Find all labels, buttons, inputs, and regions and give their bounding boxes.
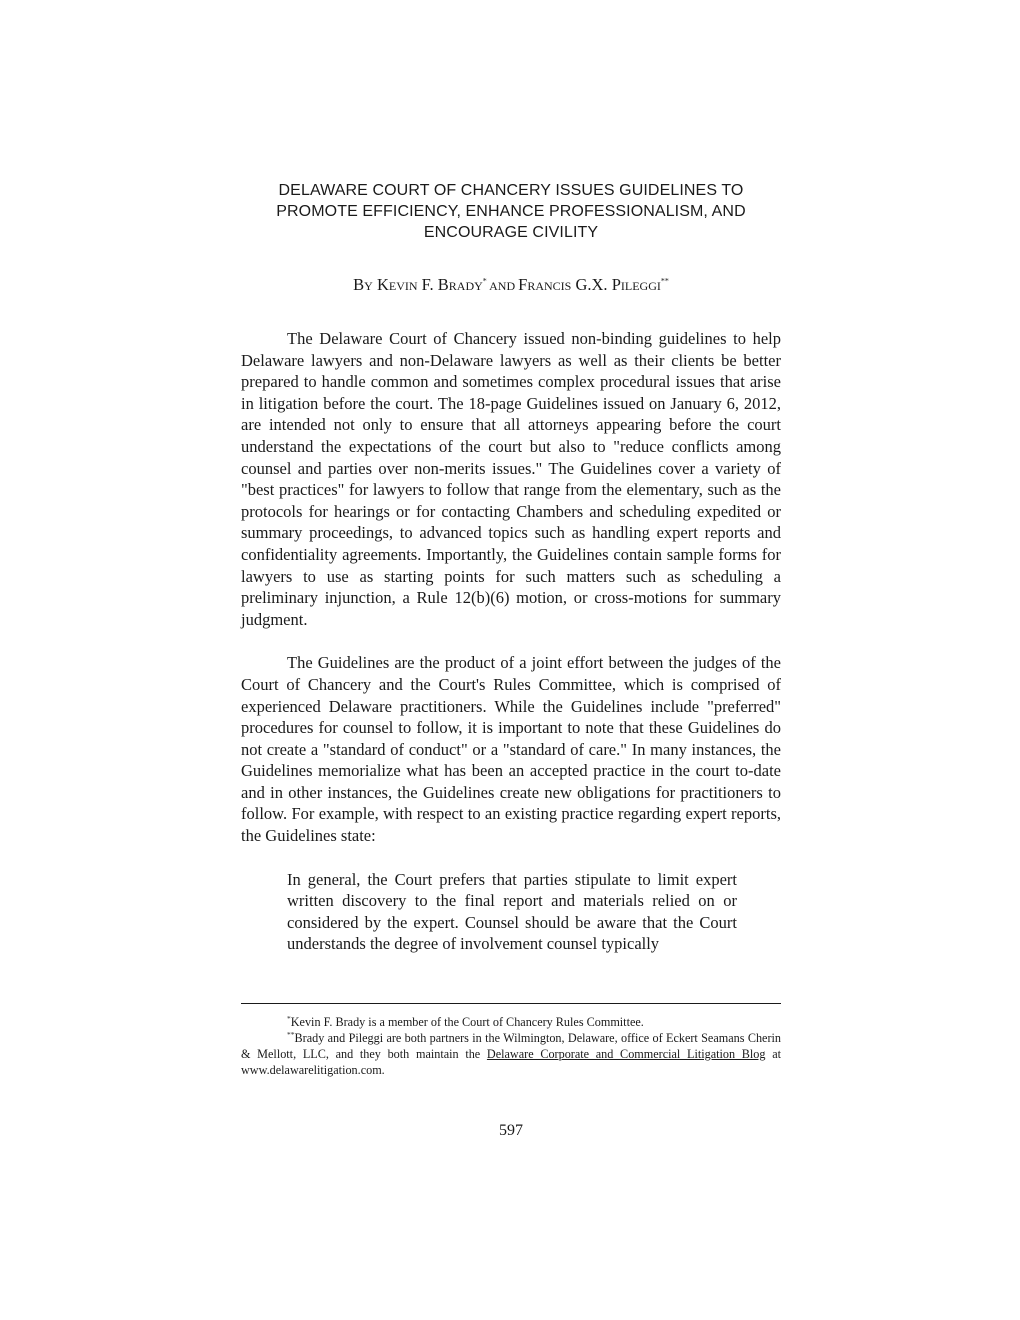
author2-last-initial: P bbox=[611, 275, 621, 294]
author1-last-initial: B bbox=[437, 275, 449, 294]
footnote-2-text: Brady and Pileggi are both partners in the Wilmington, Delaware, office of Eckert Seamans Cherin & Mellott, LLC, and they both maintain the bbox=[241, 1031, 781, 1061]
byline-and: AND bbox=[486, 279, 519, 293]
title-line-3: ENCOURAGE CIVILITY bbox=[423, 224, 599, 241]
author2-footnote-mark: ** bbox=[660, 276, 669, 286]
author1-footnote-mark: * bbox=[482, 276, 487, 286]
footnotes bbox=[241, 1014, 781, 1078]
footnote-1-text: Kevin F. Brady is a member of the Court of Chancery Rules Committee. bbox=[290, 1015, 644, 1029]
footnote-2-text-end: at www.delawarelitigation.com. bbox=[241, 1047, 781, 1077]
byline-by-initial: B bbox=[353, 275, 365, 294]
title-line-1: DELAWARE COURT OF CHANCERY ISSUES GUIDELINES TO bbox=[278, 182, 744, 199]
author1-middle: F. bbox=[417, 275, 438, 294]
blog-link[interactable]: Delaware Corporate and Commercial Litigation Blog bbox=[486, 1047, 766, 1061]
paragraph-2: The Guidelines are the product of a joint effort between the judges of the Court of Chancery and the Court's Rules Committee, which is comprised of experienced Delaware practitioners. While the Guidelines include "preferred" procedures for counsel to follow, it is important to note that these Guidelines do not create a "standard of conduct" or a "standard of care." In many instances, the Guidelines memorialize what has been an accepted practice in the court to-date and in other instances, the Guidelines create new obligations for practitioners to follow. For example, with respect to an existing practice regarding expert reports, the Guidelines state: bbox=[241, 653, 781, 846]
footnote-1-mark: * bbox=[287, 1013, 291, 1023]
author1-last-rest: RADY bbox=[448, 279, 483, 293]
footnote-1 bbox=[241, 1014, 781, 1030]
page-number: 597 bbox=[499, 1122, 523, 1139]
author2-initial: F bbox=[518, 275, 528, 294]
author2-middle: G.X. bbox=[571, 275, 612, 294]
block-quote: In general, the Court prefers that parties stipulate to limit expert written discovery to the final report and materials relied on or considered by the expert. Counsel should be aware that the Court understands the degree of involvement counsel typically bbox=[287, 869, 737, 954]
author2-first-rest: RANCIS bbox=[527, 279, 572, 293]
author1-initial: K bbox=[376, 275, 389, 294]
byline-by-rest: Y bbox=[364, 279, 373, 293]
author2-last-rest: ILEGGI bbox=[620, 279, 661, 293]
footnote-divider bbox=[241, 1003, 781, 1004]
article-title bbox=[241, 180, 781, 243]
paragraph-1: The Delaware Court of Chancery issued non-binding guidelines to help Delaware lawyers and non-Delaware lawyers as well as their clients be better prepared to handle common and sometimes complex procedural issues that arise in litigation before the court. The 18-page Guidelines issued on January 6, 2012, are intended not only to ensure that all attorneys appearing before the court understand the expectations of the court but also to "reduce conflicts among counsel and parties over non-merits issues." The Guidelines cover a variety of "best practices" for lawyers to follow that range from the elementary, such as the protocols for hearings or for contacting Chambers and scheduling expedited or summary proceedings, to advanced topics such as handling expert reports and confidentiality agreements. Importantly, the Guidelines contain sample forms for lawyers to use as starting points for such matters such as scheduling a preliminary injunction, a Rule 12(b)(6) motion, or cross-motions for summary judgment. bbox=[241, 329, 781, 629]
article-body bbox=[241, 180, 781, 955]
footnote-2-mark: ** bbox=[287, 1029, 295, 1039]
byline bbox=[241, 275, 781, 296]
footnote-2 bbox=[241, 1030, 781, 1078]
author1-first-rest: EVIN bbox=[388, 279, 418, 293]
title-line-2: PROMOTE EFFICIENCY, ENHANCE PROFESSIONALISM, AND bbox=[276, 203, 746, 220]
